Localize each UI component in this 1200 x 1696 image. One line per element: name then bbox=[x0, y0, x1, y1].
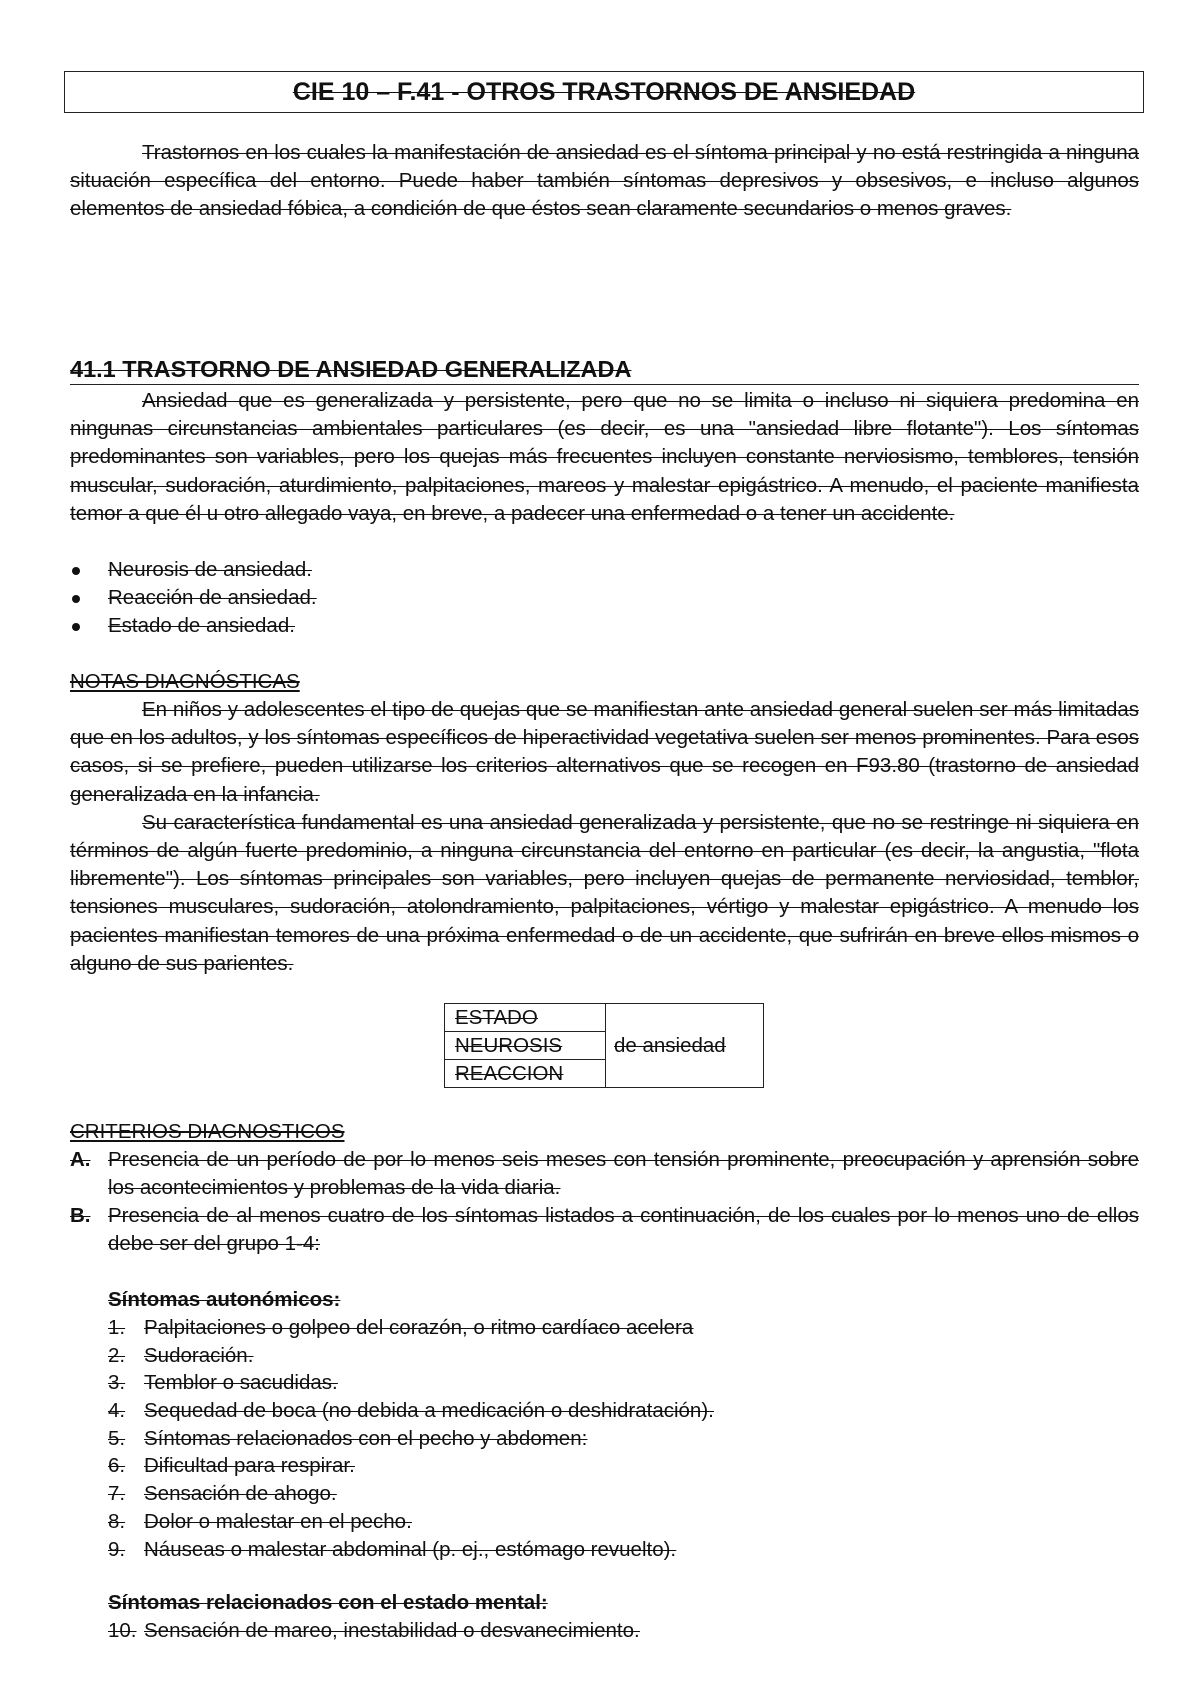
autonomic-symptoms-list bbox=[108, 1314, 714, 1563]
criterion-text: Presencia de al menos cuatro de los síntomas listados a continuación, de los cuales por lo menos uno de ellos debe ser del grupo 1-4: bbox=[108, 1204, 1139, 1256]
bullet-icon bbox=[72, 567, 80, 575]
notes-paragraph-2: Su característica fundamental es una ansiedad generalizada y persistente, que no se restringe ni siquiera en términos de algún fuerte predominio, a ninguna circunstancia del entorno en particular (es decir, la angustia, "flota libremente"). Los síntomas principales son variables, pero incluyen quejas de permanente nerviosidad, temblor, tensiones musculares, sudoración, atolondramiento, palpitaciones, vértigo y malestar epigástrico. A menudo los pacientes manifiestan temores de una próxima enfermedad o de un accidente, que sufrirán en breve ellos mismos o alguno de sus parientes. bbox=[70, 810, 1139, 975]
list-item: Neurosis de ansiedad. bbox=[70, 556, 317, 584]
criterion-letter: B. bbox=[70, 1204, 91, 1227]
criterion-text: Presencia de un período de por lo menos seis meses con tensión prominente, preocupación y aprensión sobre los acontecimientos y problemas de la vida diaria. bbox=[108, 1148, 1139, 1200]
autonomic-heading: Síntomas autonómicos: bbox=[108, 1288, 341, 1311]
list-item: 10. Sensación de mareo, inestabilidad o desvanecimiento. bbox=[108, 1619, 640, 1642]
mental-symptoms-list bbox=[108, 1617, 640, 1645]
table-cell: ESTADO bbox=[445, 1004, 606, 1032]
list-item: 3. Temblor o sacudidas. bbox=[108, 1371, 338, 1395]
criterion-letter: A. bbox=[70, 1148, 91, 1171]
table-cell: NEUROSIS bbox=[445, 1032, 606, 1060]
gad-synonyms-list bbox=[70, 556, 317, 641]
list-item: 5. Síntomas relacionados con el pecho y abdomen: bbox=[108, 1426, 588, 1450]
list-item: 9. Náuseas o malestar abdominal (p. ej., estómago revuelto). bbox=[108, 1537, 677, 1561]
bullet-icon bbox=[72, 595, 80, 603]
page-title: CIE 10 – F.41 - OTROS TRASTORNOS DE ANSIEDAD bbox=[64, 71, 1144, 113]
criterion-b bbox=[70, 1202, 1139, 1258]
criteria-heading: CRITERIOS DIAGNOSTICOS bbox=[70, 1120, 345, 1143]
gad-description: Ansiedad que es generalizada y persistente, pero que no se limita o incluso ni siquiera predomina en ningunas circunstancias ambientales particulares (es decir, es una "ansiedad libre flotante"). Los síntomas predominantes son variables, pero los quejas más frecuentes incluyen constante nerviosismo, temblores, tensión muscular, sudoración, aturdimiento, palpitaciones, mareos y malestar epigástrico. A menudo, el paciente manifiesta temor a que él u otro allegado vaya, en breve, a padecer una enfermedad o a tener un accidente. bbox=[70, 389, 1139, 525]
mental-heading: Síntomas relacionados con el estado mental: bbox=[108, 1591, 548, 1614]
table-cell: REACCION bbox=[445, 1060, 606, 1088]
notes-paragraph-1: En niños y adolescentes el tipo de quejas que se manifiestan ante ansiedad general suelen ser más limitadas que en los adultos, y los síntomas específicos de hiperactividad vegetativa suelen ser menos prominentes. Para esos casos, si se prefiere, pueden utilizarse los criterios alternativos que se recogen en F93.80 (trastorno de ansiedad generalizada en la infancia. bbox=[70, 698, 1139, 806]
list-item: Reacción de ansiedad. bbox=[70, 584, 317, 612]
list-item: Estado de ansiedad. bbox=[70, 612, 317, 640]
table-cell-suffix: de ansiedad bbox=[606, 1004, 764, 1088]
list-item: 7. Sensación de ahogo. bbox=[108, 1482, 337, 1506]
list-item: 1. Palpitaciones o golpeo del corazón, o ritmo cardíaco acelera bbox=[108, 1316, 694, 1339]
bullet-icon bbox=[72, 623, 80, 631]
criterion-a bbox=[70, 1146, 1139, 1202]
table-row bbox=[445, 1004, 764, 1032]
list-item: 8. Dolor o malestar en el pecho. bbox=[108, 1509, 412, 1533]
list-item: 2. Sudoración. bbox=[108, 1343, 254, 1367]
intro-paragraph: Trastornos en los cuales la manifestación de ansiedad es el síntoma principal y no está restringida a ninguna situación específica del entorno. Puede haber también síntomas depresivos y obsesivos, e incluso algunos elementos de ansiedad fóbica, a condición de que éstos sean claramente secundarios o menos graves. bbox=[70, 141, 1139, 221]
forms-table bbox=[444, 1003, 764, 1088]
notes-heading: NOTAS DIAGNÓSTICAS bbox=[70, 670, 300, 693]
list-item: 6. Dificultad para respirar. bbox=[108, 1454, 355, 1478]
section-heading-gad: 41.1 TRASTORNO DE ANSIEDAD GENERALIZADA bbox=[70, 355, 1139, 385]
list-item: 4. Sequedad de boca (no debida a medicación o deshidratación). bbox=[108, 1399, 714, 1423]
notes-body bbox=[70, 696, 1139, 978]
